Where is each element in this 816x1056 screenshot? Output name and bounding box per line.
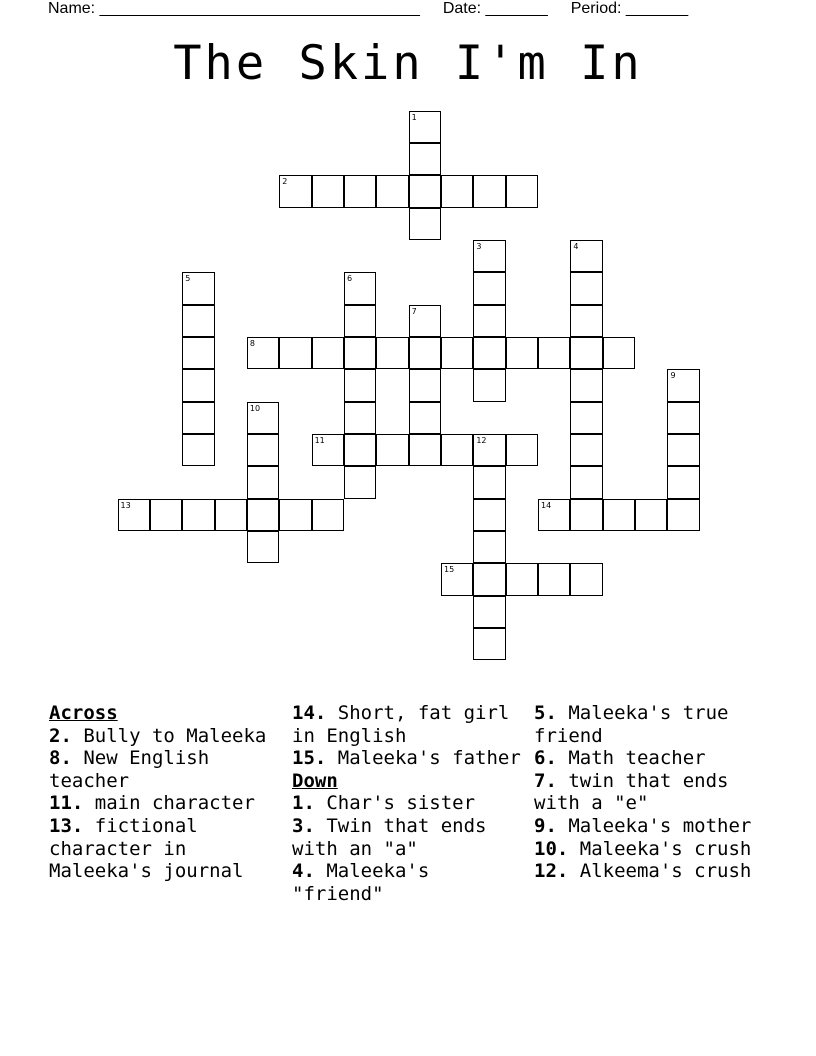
grid-cell[interactable]: [570, 337, 602, 369]
clue-across-14: 14. Short, fat girl in English: [292, 702, 510, 747]
grid-cell[interactable]: [506, 434, 538, 466]
grid-cell[interactable]: [409, 143, 441, 175]
grid-cell[interactable]: [409, 369, 441, 401]
period-field[interactable]: _______: [625, 0, 689, 17]
grid-cell[interactable]: [376, 434, 408, 466]
grid-cell[interactable]: [344, 369, 376, 401]
grid-cell[interactable]: [376, 175, 408, 207]
clue-number: 4: [573, 241, 579, 251]
clue-across-11: 11. main character: [49, 792, 255, 815]
clue-number: 6: [346, 274, 353, 284]
clue-number: 2: [282, 177, 288, 187]
grid-cell[interactable]: [312, 499, 344, 531]
grid-cell[interactable]: [344, 466, 376, 498]
grid-cell[interactable]: [473, 596, 505, 628]
grid-cell[interactable]: [538, 337, 570, 369]
grid-cell[interactable]: [441, 563, 473, 595]
date-field[interactable]: _______: [485, 0, 548, 17]
clue-down-9: 9. Maleeka's mother: [534, 814, 752, 837]
grid-cell[interactable]: [182, 369, 214, 401]
grid-cell[interactable]: [409, 111, 441, 143]
clue-number: 10: [249, 403, 261, 413]
grid-cell[interactable]: [473, 175, 505, 207]
grid-cell[interactable]: [506, 175, 538, 207]
grid-cell[interactable]: [570, 240, 602, 272]
clue-across-13: 13. fictional character in Maleeka's journal: [49, 814, 244, 883]
grid-cell[interactable]: [570, 434, 602, 466]
grid-cell[interactable]: [570, 402, 602, 434]
grid-cell[interactable]: [473, 499, 505, 531]
grid-cell[interactable]: [473, 337, 505, 369]
grid-cell[interactable]: [667, 369, 699, 401]
grid-cell[interactable]: [409, 305, 441, 337]
grid-cell[interactable]: [279, 337, 311, 369]
grid-cell[interactable]: [473, 305, 505, 337]
grid-cell[interactable]: [441, 175, 473, 207]
grid-cell[interactable]: [312, 175, 344, 207]
clue-number: 1: [411, 112, 417, 122]
grid-cell[interactable]: [279, 499, 311, 531]
grid-cell[interactable]: [182, 305, 214, 337]
grid-cell[interactable]: [312, 337, 344, 369]
grid-cell[interactable]: [570, 272, 602, 304]
clue-down-1: 1. Char's sister: [292, 792, 476, 815]
clue-column-2: [292, 702, 532, 905]
grid-cell[interactable]: [473, 369, 505, 401]
grid-cell[interactable]: [473, 240, 505, 272]
grid-cell[interactable]: [473, 466, 505, 498]
clue-down-12: 12. Alkeema's crush: [534, 860, 752, 883]
clue-number: 12: [476, 436, 487, 445]
grid-cell[interactable]: [247, 402, 279, 434]
grid-cell[interactable]: [473, 434, 505, 466]
clue-number: 13: [120, 500, 131, 510]
grid-cell[interactable]: [344, 305, 376, 337]
page-title: The Skin I'm In: [173, 36, 643, 91]
grid-cell[interactable]: [473, 272, 505, 304]
grid-cell[interactable]: [182, 337, 214, 369]
clue-number: 3: [476, 241, 482, 251]
clue-column-1: [49, 702, 285, 883]
grid-cell[interactable]: [506, 337, 538, 369]
grid-cell[interactable]: [344, 272, 376, 304]
grid-cell[interactable]: [473, 563, 505, 595]
grid-cell[interactable]: [441, 337, 473, 369]
clue-number: 8: [249, 338, 255, 348]
grid-cell[interactable]: [473, 531, 505, 563]
grid-cell[interactable]: [312, 434, 344, 466]
grid-cell[interactable]: [409, 434, 441, 466]
grid-cell[interactable]: [570, 466, 602, 498]
clue-across-2: 2. Bully to Maleeka: [49, 724, 267, 747]
clue-across-15: 15. Maleeka's father: [292, 747, 521, 770]
grid-cell[interactable]: [473, 628, 505, 660]
grid-cell[interactable]: [570, 369, 602, 401]
grid-cell[interactable]: [182, 499, 214, 531]
across-heading: Across: [49, 702, 118, 724]
grid-cell[interactable]: [570, 499, 602, 531]
grid-cell[interactable]: [376, 337, 408, 369]
clue-down-3: 3. Twin that ends with an "a": [292, 814, 487, 860]
grid-cell[interactable]: [667, 466, 699, 498]
grid-cell[interactable]: [667, 499, 699, 531]
grid-cell[interactable]: [344, 402, 376, 434]
grid-cell[interactable]: [279, 175, 311, 207]
clue-number: 7: [411, 306, 417, 316]
grid-cell[interactable]: [247, 434, 279, 466]
period-label: Period:: [570, 0, 622, 17]
grid-cell[interactable]: [344, 175, 376, 207]
name-field[interactable]: ____________________________________: [99, 0, 420, 17]
grid-cell[interactable]: [409, 402, 441, 434]
grid-cell[interactable]: [635, 499, 667, 531]
grid-cell[interactable]: [667, 434, 699, 466]
grid-cell[interactable]: [409, 208, 441, 240]
grid-cell[interactable]: [150, 499, 182, 531]
date-label: Date:: [442, 0, 482, 17]
clue-number: 5: [185, 274, 191, 284]
grid-cell[interactable]: [570, 305, 602, 337]
grid-cell[interactable]: [344, 337, 376, 369]
grid-cell[interactable]: [409, 175, 441, 207]
clue-across-8: 8. New English teacher: [49, 747, 210, 792]
grid-cell[interactable]: [409, 337, 441, 369]
grid-cell[interactable]: [247, 499, 279, 531]
grid-cell[interactable]: [182, 402, 214, 434]
clue-number: 11: [314, 436, 325, 445]
down-heading: Down: [292, 769, 338, 792]
grid-cell[interactable]: [667, 402, 699, 434]
name-label: Name:: [48, 0, 96, 17]
grid-cell[interactable]: [538, 563, 570, 595]
clue-down-4: 4. Maleeka's "friend": [292, 860, 430, 905]
grid-cell[interactable]: [247, 531, 279, 563]
grid-cell[interactable]: [182, 272, 214, 304]
grid-cell[interactable]: [603, 337, 635, 369]
grid-cell[interactable]: [570, 563, 602, 595]
clue-column-3: [534, 702, 774, 883]
clue-down-7: 7. twin that ends with a "e": [534, 769, 729, 815]
clue-number: 9: [670, 371, 676, 381]
grid-cell[interactable]: [538, 499, 570, 531]
grid-cell[interactable]: [247, 337, 279, 369]
grid-cell[interactable]: [182, 434, 214, 466]
clue-number: 15: [444, 565, 455, 575]
grid-cell[interactable]: [344, 434, 376, 466]
clue-number: 14: [541, 500, 552, 510]
grid-cell[interactable]: [247, 466, 279, 498]
grid-cell[interactable]: [441, 434, 473, 466]
grid-cell[interactable]: [118, 499, 150, 531]
clue-down-6: 6. Math teacher: [534, 747, 706, 770]
grid-cell[interactable]: [215, 499, 247, 531]
grid-cell[interactable]: [603, 499, 635, 531]
clue-down-5: 5. Maleeka's true friend: [534, 702, 729, 747]
clue-down-10: 10. Maleeka's crush: [534, 837, 752, 860]
grid-cell[interactable]: [506, 563, 538, 595]
